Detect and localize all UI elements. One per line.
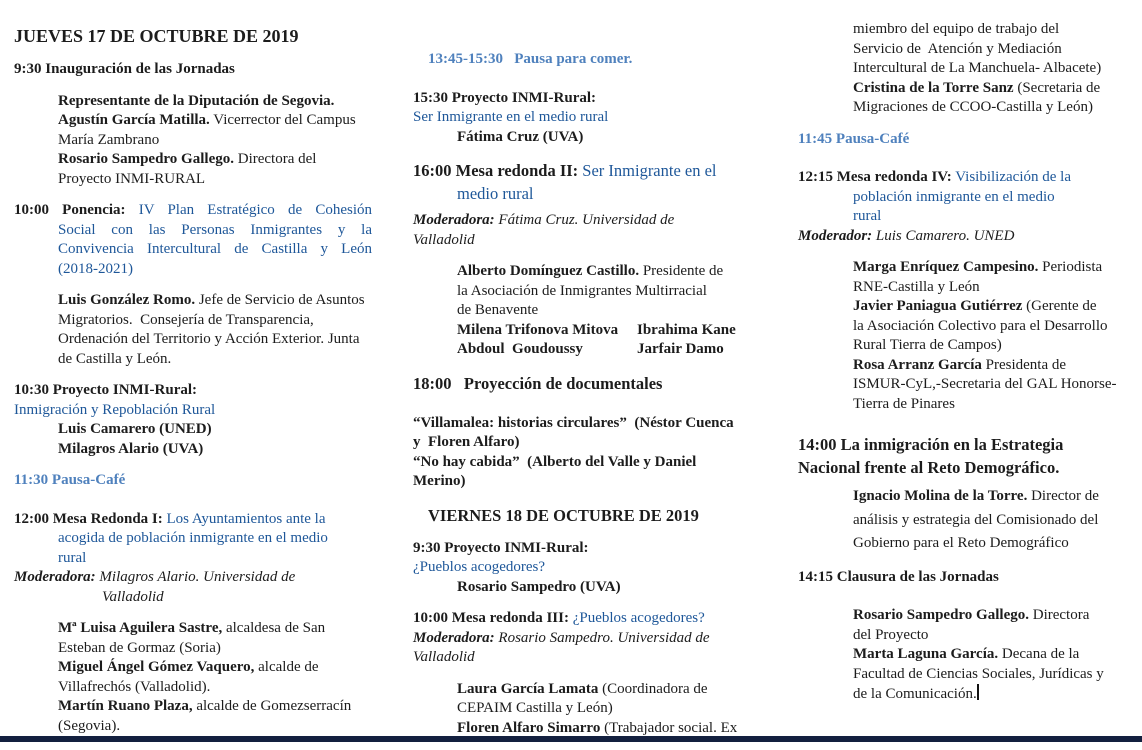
text-segment: Rosa Arranz García xyxy=(853,356,982,373)
break-1345-comer xyxy=(413,50,771,70)
text-line xyxy=(798,317,1136,337)
moderator-mesa-redonda-2 xyxy=(413,211,771,250)
text-line xyxy=(14,291,372,311)
text-segment: Valladolid xyxy=(413,649,475,665)
text-line xyxy=(413,558,771,578)
text-segment: Moderador: xyxy=(798,227,873,244)
text-segment: ¿Pueblos acogedores? xyxy=(568,610,705,626)
text-line xyxy=(413,433,771,453)
text-segment: Los Ayuntamientos ante la xyxy=(162,510,326,527)
text-segment: Ordenación del Territorio y Acción Exterior. Junta xyxy=(58,331,360,347)
text-line xyxy=(798,130,1136,150)
text-line xyxy=(798,40,1136,60)
text-segment: Marta Laguna García. xyxy=(853,646,999,662)
text-segment: Representante de la Diputación de Segovia. xyxy=(58,92,335,109)
text-segment: Social con las Personas Inmigrantes y la xyxy=(58,221,372,238)
text-line xyxy=(798,356,1136,376)
text-segment: población inmigrante en el medio xyxy=(853,188,1055,205)
session-1000-ponencia xyxy=(14,201,372,279)
text-segment: Floren Alfaro Simarro xyxy=(457,719,601,736)
speaker-luis-gonzalez xyxy=(14,291,372,369)
text-segment: Milena Trifonova Mitova xyxy=(457,321,619,338)
text-line xyxy=(798,227,1136,247)
text-line xyxy=(14,330,372,350)
session-1400-estrategia xyxy=(798,433,1136,479)
text-line xyxy=(798,207,1136,227)
text-segment: Migratorios. Consejería de Transparencia, xyxy=(58,311,314,328)
text-segment: María Zambrano xyxy=(58,131,160,148)
text-segment: ¿Pueblos acogedores? xyxy=(413,559,546,575)
text-line xyxy=(14,131,372,151)
text-segment: de Benavente xyxy=(457,302,539,318)
text-segment: Director de xyxy=(1027,488,1099,504)
text-line xyxy=(14,529,372,549)
break-1145-pausa-cafe xyxy=(798,130,1136,150)
text-segment: la Asociación de Inmigrantes Multirracial xyxy=(457,282,707,299)
text-segment: Luis González Romo. xyxy=(58,292,196,308)
text-line xyxy=(798,684,1136,705)
text-line xyxy=(14,697,372,717)
text-line xyxy=(413,472,771,492)
session-1600-mesa-redonda-2-title xyxy=(413,159,771,205)
text-segment: 10:00 Ponencia: xyxy=(14,202,126,218)
text-segment: Servicio de Atención y Mediación xyxy=(853,40,1062,57)
program-column-3 xyxy=(798,0,1136,717)
text-line xyxy=(413,50,771,70)
text-segment: Luis Camarero (UNED) xyxy=(58,421,212,437)
text-line xyxy=(413,680,771,700)
day-title-viernes xyxy=(413,504,771,527)
text-segment: Directora del xyxy=(233,151,317,167)
text-segment: Intercultural de La Manchuela- Albacete) xyxy=(853,60,1102,76)
text-line xyxy=(413,231,771,251)
text-line xyxy=(14,588,372,608)
text-segment: Marga Enríquez Campesino. xyxy=(853,259,1039,275)
text-segment: miembro del equipo de trabajo del xyxy=(853,21,1060,37)
speakers-mesa-redonda-2 xyxy=(413,262,771,360)
text-line xyxy=(798,665,1136,685)
text-line xyxy=(413,301,771,321)
text-segment: “No hay cabida” (Alberto del Valle y Daniel xyxy=(413,453,697,470)
text-line xyxy=(798,278,1136,298)
text-line xyxy=(14,401,372,421)
text-segment: 10:30 Proyecto INMI-Rural: xyxy=(14,382,198,398)
text-line xyxy=(14,619,372,639)
text-segment: Vicerrector del Campus xyxy=(209,112,356,128)
text-segment: alcalde de Gomezserracín xyxy=(192,698,352,714)
text-segment: (Trabajador social. Ex xyxy=(600,719,738,736)
text-segment: 14:15 Clausura de las Jornadas xyxy=(798,568,999,585)
text-segment: rural xyxy=(853,208,882,224)
text-segment: Presidenta de xyxy=(981,356,1067,373)
text-segment: CEPAIM Castilla y León) xyxy=(457,700,613,716)
text-segment: Fátima Cruz (UVA) xyxy=(457,128,584,145)
text-segment: Ignacio Molina de la Torre. xyxy=(853,488,1028,504)
text-segment: Miguel Ángel Gómez Vaquero, xyxy=(58,659,255,675)
text-line xyxy=(14,170,372,190)
text-segment: 15:30 Proyecto INMI-Rural: xyxy=(413,89,597,106)
text-line xyxy=(413,340,771,360)
text-segment: Jefe de Servicio de Asuntos xyxy=(195,292,365,308)
text-segment: rural xyxy=(58,549,87,566)
text-line xyxy=(14,221,372,241)
text-line xyxy=(14,471,372,491)
speakers-clausura xyxy=(798,606,1136,705)
text-line xyxy=(798,568,1136,588)
text-line xyxy=(14,111,372,131)
text-line xyxy=(14,201,372,221)
session-1200-mesa-redonda-1 xyxy=(14,510,372,608)
text-segment: Jarfair Damo xyxy=(637,341,724,357)
text-line xyxy=(14,420,372,440)
text-line xyxy=(798,626,1136,646)
text-segment: Migraciones de CCOO-Castilla y León) xyxy=(853,99,1093,115)
speakers-inauguracion xyxy=(14,92,372,190)
text-segment: Ser Inmigrante en el xyxy=(578,161,717,180)
text-segment: del Proyecto xyxy=(853,626,929,643)
text-segment: Abdoul Goudoussy xyxy=(457,341,583,357)
text-line xyxy=(413,609,771,629)
text-line xyxy=(413,282,771,302)
text-line xyxy=(413,182,771,205)
text-line xyxy=(14,60,372,80)
text-segment: alcalde de xyxy=(254,659,319,675)
text-segment: Nacional frente al Reto Demográfico. xyxy=(798,458,1060,477)
text-segment: Merino) xyxy=(413,473,466,489)
text-segment: 12:15 Mesa redonda IV: xyxy=(798,169,952,185)
text-segment: (Gerente de xyxy=(1022,298,1097,314)
text-segment: Fátima Cruz. Universidad de xyxy=(494,212,675,228)
text-segment: Villafrechós (Valladolid). xyxy=(58,678,211,695)
page-bottom-border xyxy=(0,736,1142,742)
text-segment: Moderadora: xyxy=(413,212,495,228)
text-line xyxy=(14,311,372,331)
text-segment: 9:30 Proyecto INMI-Rural: xyxy=(413,539,589,556)
session-1000-mesa-redonda-3 xyxy=(413,609,771,668)
text-segment: Rosario Sampedro Gallego. xyxy=(853,607,1029,623)
text-line xyxy=(14,350,372,370)
text-segment: Visibilización de la xyxy=(951,169,1071,185)
text-segment: ISMUR-CyL,-Secretaria del GAL Honorse- xyxy=(853,376,1117,392)
text-line xyxy=(798,456,1136,479)
text-segment: 10:00 Mesa redonda III: xyxy=(413,610,569,626)
text-segment: (Secretaria de xyxy=(1013,79,1101,96)
text-line xyxy=(413,453,771,473)
text-line xyxy=(413,414,771,434)
text-segment: Javier Paniagua Gutiérrez xyxy=(853,298,1023,314)
text-segment: IV Plan Estratégico de Cohesión xyxy=(125,202,372,218)
text-line xyxy=(413,89,771,109)
program-column-1 xyxy=(14,0,372,748)
text-segment: Rosario Sampedro. Universidad de xyxy=(494,629,710,646)
text-segment: Rosario Sampedro Gallego. xyxy=(58,151,234,167)
speaker-ignacio-molina xyxy=(798,485,1136,556)
text-line xyxy=(798,336,1136,356)
text-segment: Valladolid xyxy=(102,588,164,605)
text-segment: acogida de población inmigrante en el medio xyxy=(58,530,328,546)
text-segment: 12:00 Mesa Redonda I: xyxy=(14,510,163,527)
program-column-2 xyxy=(413,0,771,750)
text-line xyxy=(14,678,372,698)
text-line xyxy=(798,297,1136,317)
session-0930-inauguracion xyxy=(14,60,372,80)
text-line xyxy=(798,395,1136,415)
text-line xyxy=(413,159,771,182)
text-cursor xyxy=(977,684,979,700)
text-line xyxy=(413,504,771,527)
text-line xyxy=(413,128,771,148)
text-segment: medio rural xyxy=(457,184,534,203)
text-segment: de la Comunicación. xyxy=(853,686,977,702)
text-segment: Mª Luisa Aguilera Sastre, xyxy=(58,620,223,636)
text-line xyxy=(14,24,372,48)
speakers-mesa-redonda-4 xyxy=(798,258,1136,414)
text-line xyxy=(798,98,1136,118)
text-segment: Martín Ruano Plaza, xyxy=(58,698,193,714)
text-line xyxy=(413,108,771,128)
text-segment: Esteban de Gormaz (Soria) xyxy=(58,639,221,656)
text-segment: la Asociación Colectivo para el Desarrollo xyxy=(853,317,1108,334)
text-line xyxy=(798,645,1136,665)
text-line xyxy=(14,639,372,659)
text-segment: 13:45-15:30 Pausa para comer. xyxy=(428,51,633,67)
text-line xyxy=(413,262,771,282)
session-1030-proyecto xyxy=(14,381,372,459)
text-line xyxy=(413,539,771,559)
text-segment: (Segovia). xyxy=(58,717,121,734)
text-line xyxy=(798,485,1136,509)
text-segment: Gobierno para el Reto Demográfico xyxy=(853,535,1069,551)
text-segment: Luis Camarero. UNED xyxy=(872,227,1015,244)
text-segment: Valladolid xyxy=(413,231,475,248)
text-segment: alcaldesa de San xyxy=(222,620,326,636)
text-segment: Tierra de Pinares xyxy=(853,395,955,412)
text-line xyxy=(413,699,771,719)
day-title-jueves xyxy=(14,24,372,48)
text-line xyxy=(14,658,372,678)
text-line xyxy=(14,717,372,737)
speakers-mesa-redonda-3 xyxy=(413,680,771,739)
text-segment: “Villamalea: historias circulares” (Néstor Cuenca xyxy=(413,414,734,431)
text-line xyxy=(798,20,1136,40)
text-line xyxy=(798,168,1136,188)
session-1215-mesa-redonda-4 xyxy=(798,168,1136,246)
text-line xyxy=(413,578,771,598)
text-line xyxy=(798,375,1136,395)
speakers-mesa-redonda-3-cont xyxy=(798,20,1136,118)
text-segment: Rosario Sampedro (UVA) xyxy=(457,578,621,595)
session-0930-proyecto-viernes xyxy=(413,539,771,598)
text-line xyxy=(798,606,1136,626)
text-segment: Ser Inmigrante en el medio rural xyxy=(413,109,609,125)
text-segment: Agustín García Matilla. xyxy=(58,112,210,128)
text-segment: Ibrahima Kane xyxy=(637,321,736,338)
text-segment: Decana de la xyxy=(998,646,1080,662)
text-segment: Convivencia Intercultural de Castilla y León xyxy=(58,241,372,257)
text-segment: Cristina de la Torre Sanz xyxy=(853,79,1014,96)
text-segment: (2018-2021) xyxy=(58,260,133,277)
text-segment: y Floren Alfaro) xyxy=(413,434,520,450)
text-line xyxy=(413,629,771,649)
text-segment: 11:45 Pausa-Café xyxy=(798,130,910,147)
text-segment: (Coordinadora de xyxy=(598,680,708,697)
documentales-titles xyxy=(413,414,771,492)
text-segment: Moderadora: xyxy=(413,629,495,646)
text-line xyxy=(798,258,1136,278)
text-segment: Facultad de Ciencias Sociales, Jurídicas y xyxy=(853,665,1104,682)
text-segment: Directora xyxy=(1028,607,1090,623)
text-segment: Periodista xyxy=(1038,259,1103,275)
text-segment: 14:00 La inmigración en la Estrategia xyxy=(798,435,1064,454)
text-line xyxy=(798,79,1136,99)
text-segment: 11:30 Pausa-Café xyxy=(14,472,126,488)
break-1130-pausa-cafe xyxy=(14,471,372,491)
text-line xyxy=(14,92,372,112)
text-line xyxy=(14,381,372,401)
text-line xyxy=(798,532,1136,556)
text-line xyxy=(798,433,1136,456)
text-segment: Proyecto INMI-RURAL xyxy=(58,170,206,187)
text-line xyxy=(413,372,771,395)
text-line xyxy=(14,549,372,569)
session-1800-documentales xyxy=(413,372,771,395)
text-line xyxy=(14,240,372,260)
text-segment: Inmigración y Repoblación Rural xyxy=(14,401,216,418)
text-segment: Rural Tierra de Campos) xyxy=(853,337,1002,353)
text-segment: 18:00 Proyección de documentales xyxy=(413,373,663,393)
text-line xyxy=(14,260,372,280)
text-segment: JUEVES 17 DE OCTUBRE DE 2019 xyxy=(14,26,299,46)
text-segment: Milagros Alario. Universidad de xyxy=(95,569,296,585)
text-segment: Laura García Lamata xyxy=(457,680,599,697)
text-segment: VIERNES 18 DE OCTUBRE DE 2019 xyxy=(428,505,699,525)
text-segment: Presidente de xyxy=(639,263,724,279)
text-line xyxy=(14,568,372,588)
text-segment: análisis y estrategia del Comisionado del xyxy=(853,511,1099,528)
text-line xyxy=(14,510,372,530)
text-line xyxy=(14,150,372,170)
speakers-mesa-redonda-1 xyxy=(14,619,372,736)
text-segment: Moderadora: xyxy=(14,569,96,585)
text-segment: Alberto Domínguez Castillo. xyxy=(457,263,640,279)
text-line xyxy=(413,648,771,668)
text-segment: de Castilla y León. xyxy=(58,350,172,367)
text-segment: 16:00 Mesa redonda II: xyxy=(413,161,579,180)
text-line xyxy=(798,188,1136,208)
text-line xyxy=(14,440,372,460)
text-line xyxy=(413,321,771,341)
text-line xyxy=(798,59,1136,79)
text-segment: 9:30 Inauguración de las Jornadas xyxy=(14,61,235,77)
session-1530-proyecto xyxy=(413,89,771,148)
text-line xyxy=(798,509,1136,533)
text-line xyxy=(413,211,771,231)
session-1415-clausura xyxy=(798,568,1136,588)
text-segment: RNE-Castilla y León xyxy=(853,278,980,295)
text-segment: Milagros Alario (UVA) xyxy=(58,440,204,457)
